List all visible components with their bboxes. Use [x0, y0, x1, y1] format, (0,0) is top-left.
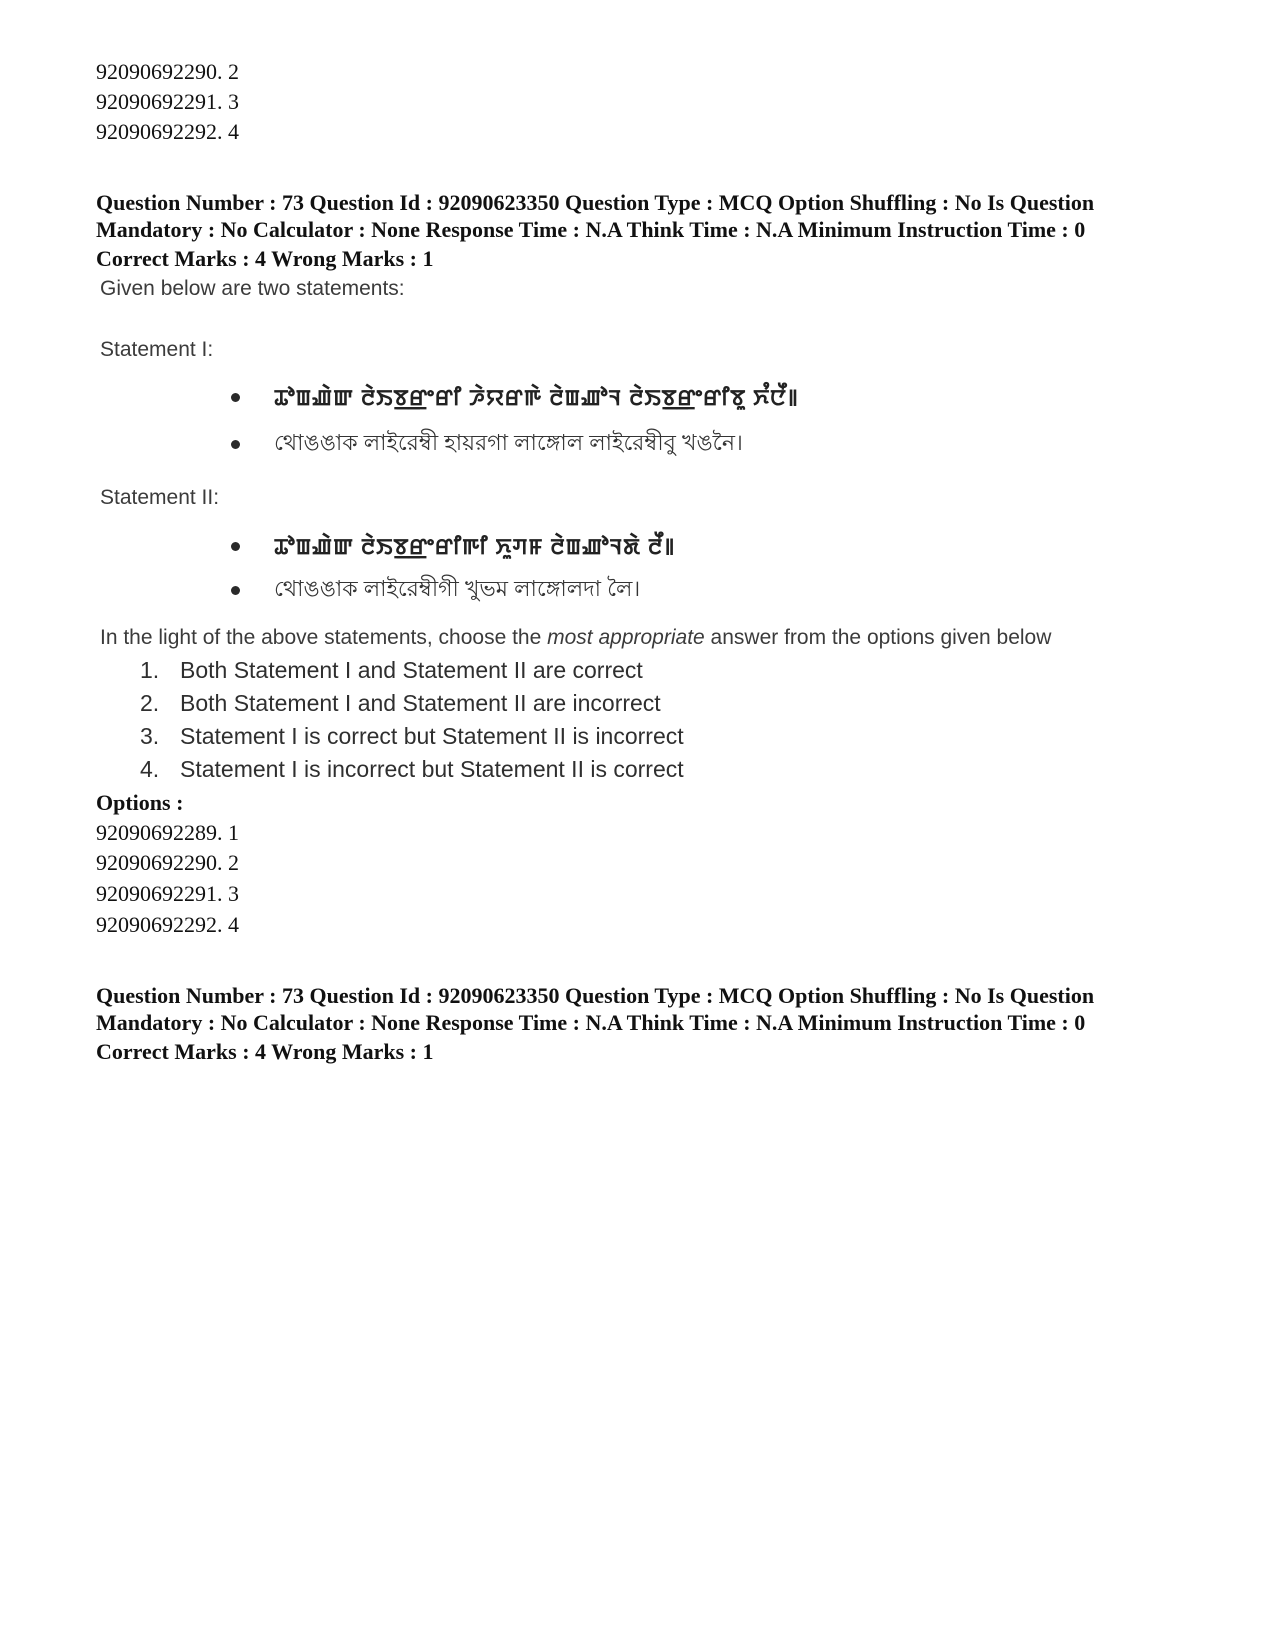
question-body: [96, 277, 1186, 816]
bullet-icon: [231, 542, 240, 551]
choice-item: 4. Statement I is incorrect but Statement II is correct: [140, 756, 684, 782]
options-label: Options :: [96, 790, 184, 815]
question-header: [96, 189, 1181, 243]
option-line: 92090692292. 4: [96, 119, 239, 144]
next-question-header: [96, 982, 1181, 1036]
question-instruction: In the light of the above statements, choose the most appropriate answer from the options given below: [100, 626, 1052, 649]
choice-item: 2. Both Statement I and Statement II are incorrect: [140, 690, 661, 716]
bullet-icon: [231, 440, 240, 449]
question-header-line: Mandatory : No Calculator : None Response Time : N.A Think Time : N.A Minimum Instruction Time : 0: [96, 1010, 1086, 1035]
statement-1-bengali: থোঙঙাক লাইরেম্বী হায়রগা লাঙ্গোল লাইরেম্বীবু খঙনৈ।: [231, 429, 743, 459]
question-header-line: Question Number : 73 Question Id : 92090623350 Question Type : MCQ Option Shuffling : No Is Question: [96, 190, 1095, 215]
question-header-line: Question Number : 73 Question Id : 92090623350 Question Type : MCQ Option Shuffling : No Is Question: [96, 983, 1095, 1008]
option-line: 92090692291. 3: [96, 881, 239, 906]
question-header-line: Mandatory : No Calculator : None Response Time : N.A Think Time : N.A Minimum Instruction Time : 0: [96, 217, 1086, 242]
statement-1-label: Statement I:: [100, 338, 214, 361]
statement-2-bengali: থোঙঙাক লাইরেম্বীগী খুভম লাঙ্গোলদা লৈ।: [231, 575, 640, 605]
statement-1-meetei: ꯊꯣꯡꯉꯥꯛ ꯂꯥꯏꯕ꯭ꯔꯦꯔꯤ ꯍꯥꯌꯔꯒꯥ ꯂꯥꯡꯉꯣꯜ ꯂꯥꯏꯕ꯭ꯔꯦꯔꯤꯕꯨ ꯈꯪꯅꯩ꯫: [231, 382, 799, 412]
statement-2-meetei: ꯊꯣꯡꯉꯥꯛ ꯂꯥꯏꯕ꯭ꯔꯦꯔꯤꯒꯤ ꯈꯨꯚꯝ ꯂꯥꯡꯉꯣꯜꯗꯥ ꯂꯩ꯫: [231, 531, 675, 561]
option-line: 92090692290. 2: [96, 59, 239, 84]
option-line: 92090692289. 1: [96, 820, 239, 845]
option-line: 92090692290. 2: [96, 850, 239, 875]
bullet-icon: [231, 586, 240, 595]
question-intro: Given below are two statements:: [100, 277, 405, 300]
option-line: 92090692291. 3: [96, 89, 239, 114]
choice-item: 1. Both Statement I and Statement II are correct: [140, 657, 643, 683]
option-line: 92090692292. 4: [96, 912, 239, 937]
statement-2-label: Statement II:: [100, 486, 220, 509]
choice-item: 3. Statement I is correct but Statement II is incorrect: [140, 723, 684, 749]
question-marks: Correct Marks : 4 Wrong Marks : 1: [96, 246, 434, 271]
bullet-icon: [231, 393, 240, 402]
next-question-marks: Correct Marks : 4 Wrong Marks : 1: [96, 1039, 434, 1064]
